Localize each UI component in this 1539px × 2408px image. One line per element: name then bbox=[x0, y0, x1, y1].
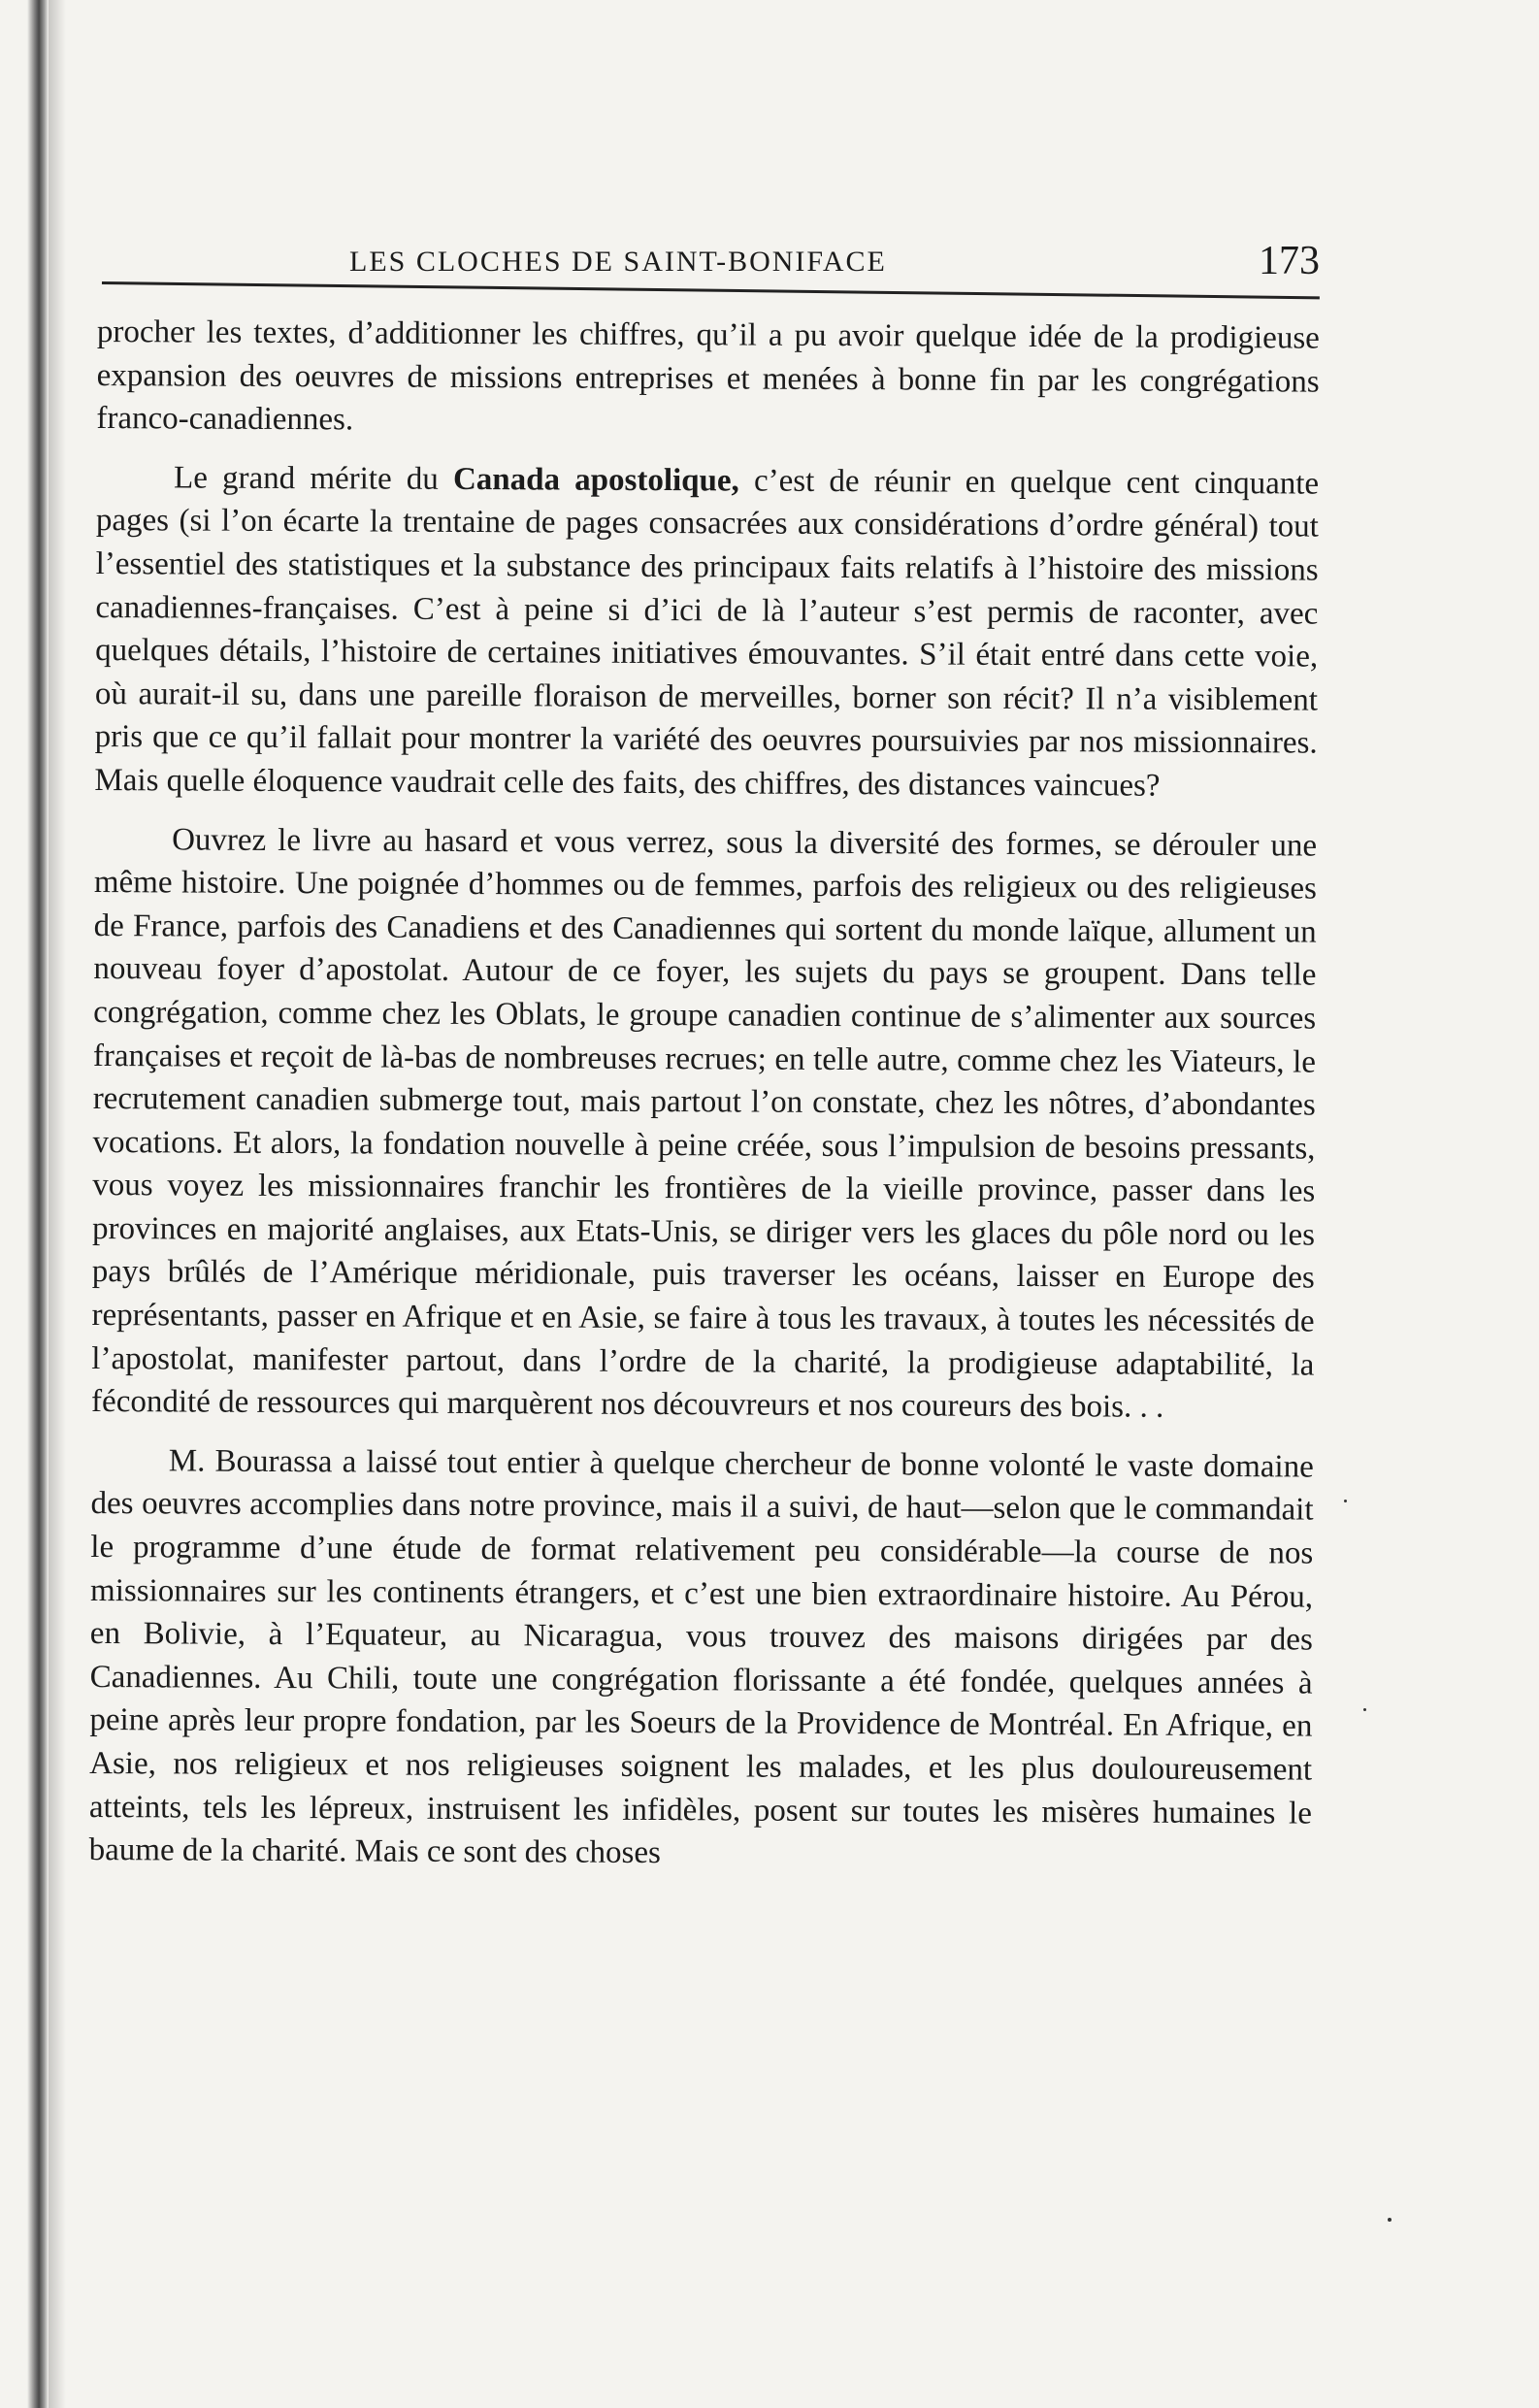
paragraph-4: M. Bourassa a laissé tout entier à quelque chercheur de bonne volonté le vaste domaine des oeuvres accomplies dans notre province, mais il a suivi, de haut—selon que le commandait le programme d’une étude de format relativement peu considérable—la course de nos missionnaires sur les continents étrangers, et c’est une bien extraordinaire histoire. Au Pérou, en Bolivie, à l’Equateur, au Nicaragua, vous trouvez des maisons dirigées par des Canadiennes. Au Chili, toute une congrégation florissante a été fondée, quelques années à peine après leur propre fondation, par les Soeurs de la Providence de Montréal. En Afrique, en Asie, nos religieux et nos religieuses soignent les malades, et les plus douloureusement atteints, tels les lépreux, instruisent les infidèles, posent sur toutes les misères humaines le baume de la charité. Mais ce sont des choses bbox=[88, 1443, 1314, 1871]
paragraph-2 bbox=[94, 456, 1319, 808]
book-gutter-shadow bbox=[27, 0, 49, 2408]
paragraph-3: Ouvrez le livre au hasard et vous verrez, sous la diversité des formes, se dérouler une même histoire. Une poignée d’hommes ou de femmes, parfois des religieux ou des religieuses de France, parfois des Canadiens et des Canadiennes qui sortent du monde laïque, allument un nouveau foyer d’apostolat. Autour de ce foyer, les sujets du pays se groupent. Dans telle congrégation, comme chez les Oblats, le groupe canadien continue de s’alimenter aux sources françaises et reçoit de là-bas de nombreuses recrues; en telle autre, comme chez les Viateurs, le recrutement canadien submerge tout, mais partout l’on constate, chez les nôtres, d’abondantes vocations. Et alors, la fondation nouvelle à peine créée, sous l’impulsion de besoins pressants, vous voyez les missionnaires franchir les frontières de la vieille province, passer dans les provinces en majorité anglaises, aux Etats-Unis, se diriger vers les glaces du pôle nord ou les pays brûlés de l’Amérique méridionale, puis traverser les océans, laisser en Europe des représentants, passer en Afrique et en Asie, se faire à tous les travaux, à toutes les nécessités de l’apostolat, manifester partout, dans l’ordre de la charité, la prodigieuse adaptabilité, la fécondité de ressources qui marquèrent nos découvreurs et nos coureurs des bois. . . bbox=[91, 821, 1318, 1426]
page-body bbox=[89, 311, 1320, 1878]
paragraph-2-lead: Le grand mérite du bbox=[174, 460, 454, 497]
page-header bbox=[102, 228, 1320, 286]
scan-speck bbox=[1344, 1500, 1347, 1502]
gutter-shade bbox=[49, 0, 66, 2408]
paragraph-1: procher les textes, d’additionner les chiffres, qu’il a pu avoir quelque idée de la prodigieuse expansion des oeuvres de missions entreprises et menées à bonne fin par les congrégations franco-canadiennes. bbox=[96, 313, 1320, 438]
paragraph-2-rest: c’est de réunir en quelque cent cinquante pages (si l’on écarte la trentaine de pages consacrées aux considérations d’ordre général) tout l’essentiel des statistiques et la substance des principaux faits relatifs à l’histoire des missions canadiennes-françaises. C’est à peine si d’ici de là l’auteur s’est permis de raconter, avec quelques détails, l’histoire de certaines initiatives émouvantes. S’il était entré dans cette voie, où aurait-il su, dans une pareille floraison de merveilles, borner son récit? Il n’a visiblement pris que ce qu’il fallait pour montrer la variété des oeuvres poursuivies par nos missionnaires. Mais quelle éloquence vaudrait celle des faits, des chiffres, des distances vaincues? bbox=[94, 463, 1320, 804]
book-title-canada-apostolique: Canada apostolique, bbox=[452, 461, 739, 499]
scan-speck bbox=[1388, 2218, 1392, 2222]
running-title: LES CLOCHES DE SAINT-BONIFACE bbox=[349, 246, 887, 278]
page-number: 173 bbox=[1259, 239, 1320, 283]
scan-speck bbox=[1363, 1708, 1366, 1711]
